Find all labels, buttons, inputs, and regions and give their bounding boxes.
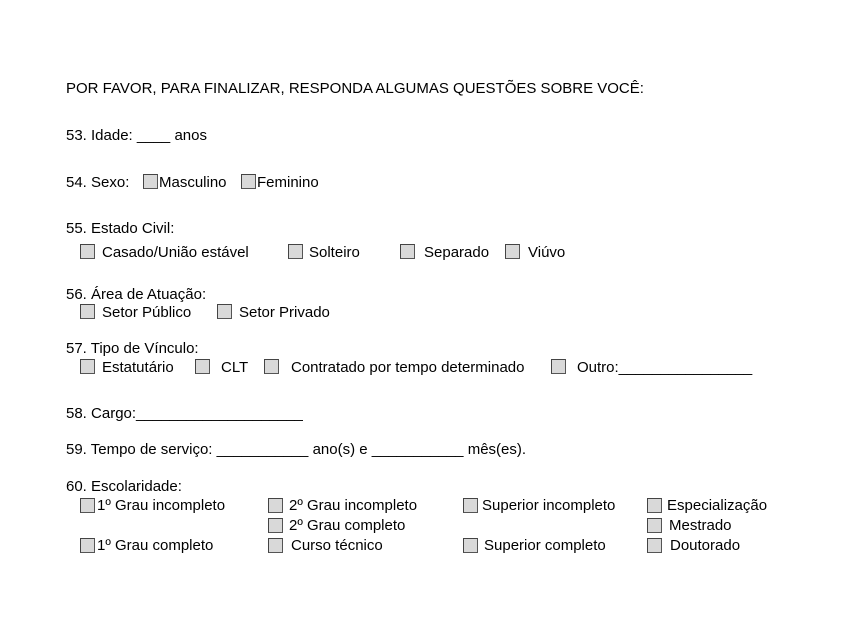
q55-label: 55. Estado Civil: xyxy=(66,220,175,237)
q60-option-1grau-completo: 1º Grau completo xyxy=(97,537,214,554)
q56-option-privado: Setor Privado xyxy=(239,304,330,321)
q55-option-separado: Separado xyxy=(424,244,490,261)
q60-option-curso-tecnico: Curso técnico xyxy=(291,537,383,554)
q60-checkbox-curso-tecnico[interactable] xyxy=(268,538,283,553)
q58-cargo-field[interactable]: 58. Cargo:____________________ xyxy=(66,405,303,422)
q54-checkbox-feminino[interactable] xyxy=(241,174,256,189)
q55-checkbox-separado[interactable] xyxy=(400,244,415,259)
q56-label: 56. Área de Atuação: xyxy=(66,286,207,303)
q56-option-publico: Setor Público xyxy=(102,304,192,321)
q60-checkbox-2grau-completo[interactable] xyxy=(268,518,283,533)
q60-option-superior-incompleto: Superior incompleto xyxy=(482,497,616,514)
q57-checkbox-estatutario[interactable] xyxy=(80,359,95,374)
q60-option-especializacao: Especialização xyxy=(667,497,768,514)
q60-label: 60. Escolaridade: xyxy=(66,478,182,495)
q56-checkbox-privado[interactable] xyxy=(217,304,232,319)
q54-checkbox-masculino[interactable] xyxy=(143,174,158,189)
q53-age-field[interactable]: ____ xyxy=(136,127,171,144)
q57-option-outro[interactable]: Outro:________________ xyxy=(577,359,753,376)
q60-option-1grau-incompleto: 1º Grau incompleto xyxy=(97,497,226,514)
q60-checkbox-mestrado[interactable] xyxy=(647,518,662,533)
q56-checkbox-publico[interactable] xyxy=(80,304,95,319)
q60-checkbox-superior-incompleto[interactable] xyxy=(463,498,478,513)
q54-option-feminino: Feminino xyxy=(257,174,319,191)
q60-option-2grau-completo: 2º Grau completo xyxy=(289,517,406,534)
q54-option-masculino: Masculino xyxy=(159,174,227,191)
q57-checkbox-clt[interactable] xyxy=(195,359,210,374)
q55-option-solteiro: Solteiro xyxy=(309,244,360,261)
q60-checkbox-1grau-completo[interactable] xyxy=(80,538,95,553)
q60-checkbox-doutorado[interactable] xyxy=(647,538,662,553)
q57-option-estatutario: Estatutário xyxy=(102,359,174,376)
q57-option-clt: CLT xyxy=(221,359,249,376)
q60-option-mestrado: Mestrado xyxy=(669,517,732,534)
q60-option-superior-completo: Superior completo xyxy=(484,537,606,554)
q60-checkbox-2grau-incompleto[interactable] xyxy=(268,498,283,513)
q60-option-2grau-incompleto: 2º Grau incompleto xyxy=(289,497,418,514)
q60-checkbox-superior-completo[interactable] xyxy=(463,538,478,553)
q57-label: 57. Tipo de Vínculo: xyxy=(66,340,199,357)
q60-checkbox-1grau-incompleto[interactable] xyxy=(80,498,95,513)
q55-option-casado: Casado/União estável xyxy=(102,244,249,261)
q60-option-doutorado: Doutorado xyxy=(670,537,741,554)
q57-option-contratado: Contratado por tempo determinado xyxy=(291,359,525,376)
q57-checkbox-contratado[interactable] xyxy=(264,359,279,374)
q53-label xyxy=(66,127,207,145)
q54-label: 54. Sexo: xyxy=(66,174,130,191)
q53-suffix: anos xyxy=(174,127,207,144)
form-intro: POR FAVOR, PARA FINALIZAR, RESPONDA ALGUMAS QUESTÕES SOBRE VOCÊ: xyxy=(66,80,644,97)
q55-option-viuvo: Viúvo xyxy=(528,244,566,261)
q55-checkbox-viuvo[interactable] xyxy=(505,244,520,259)
q55-checkbox-solteiro[interactable] xyxy=(288,244,303,259)
q60-checkbox-especializacao[interactable] xyxy=(647,498,662,513)
q59-tempo-servico[interactable]: 59. Tempo de serviço: ___________ ano(s) e ___________ mês(es). xyxy=(66,441,527,458)
q55-checkbox-casado[interactable] xyxy=(80,244,95,259)
q57-checkbox-outro[interactable] xyxy=(551,359,566,374)
q53-question: 53. Idade: xyxy=(66,127,133,144)
